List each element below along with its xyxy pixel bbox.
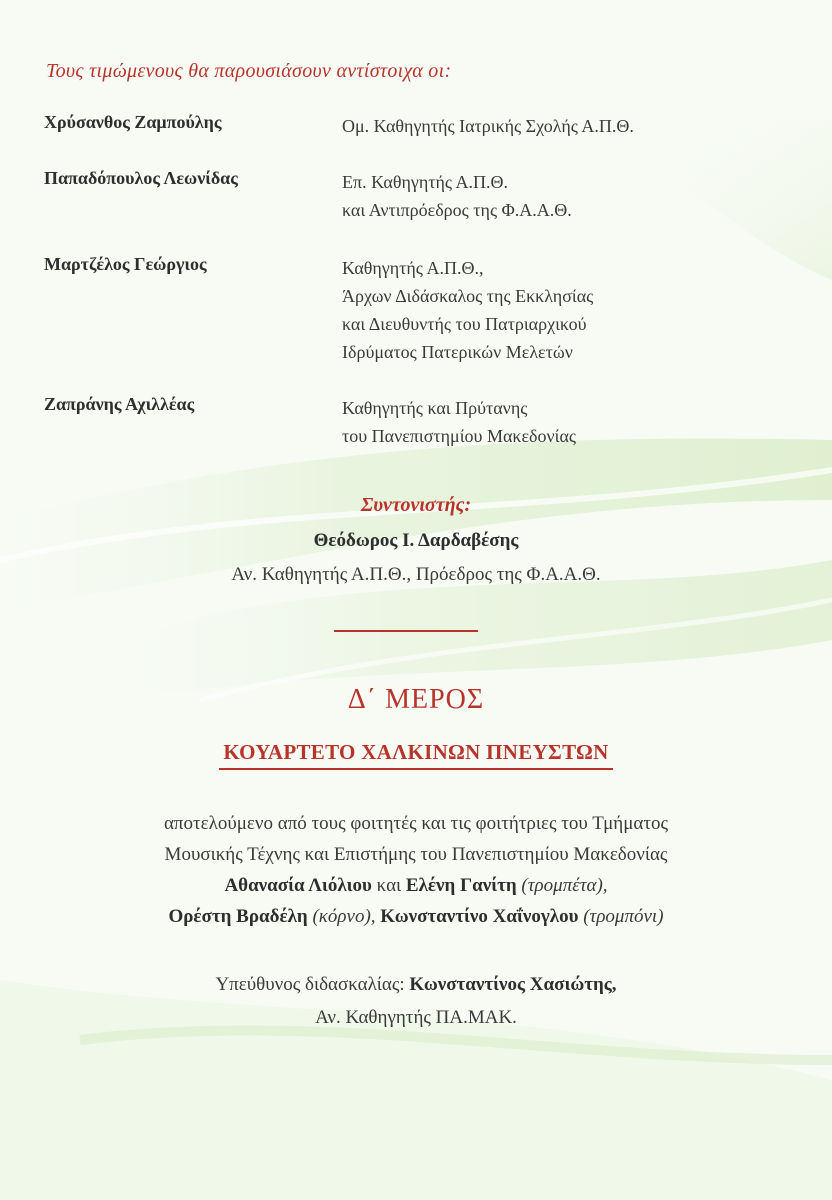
presenter-role-line: Επ. Καθηγητής Α.Π.Θ. bbox=[342, 172, 509, 192]
teacher-role: Αν. Καθηγητής ΠΑ.ΜΑΚ. bbox=[315, 1007, 517, 1028]
presenter-name: Χρύσανθος Ζαμπούλης bbox=[44, 112, 222, 132]
presenter-role bbox=[342, 394, 576, 450]
instrument-label: (τρομπέτα), bbox=[521, 875, 608, 896]
quartet-title: ΚΟΥΑΡΤΕΤΟ ΧΑΛΚΙΝΩΝ ΠΝΕΥΣΤΩΝ bbox=[219, 740, 612, 770]
intro-heading: Τους τιμώμενους θα παρουσιάσουν αντίστοιχα οι: bbox=[46, 60, 452, 82]
instrument-label: (κόρνο), bbox=[312, 906, 376, 927]
performer-name: Κωνσταντίνο Χαΐνογλου bbox=[380, 906, 579, 927]
description-line: αποτελούμενο από τους φοιτητές και τις φοιτήτριες του Τμήματος bbox=[163, 813, 669, 834]
performer-name: Ελένη Γανίτη bbox=[405, 875, 517, 896]
performers-line-2 bbox=[0, 901, 832, 932]
presenter-role bbox=[342, 112, 634, 140]
teacher-line bbox=[0, 968, 832, 1001]
presenter-role bbox=[342, 254, 593, 366]
description-line: Μουσικής Τέχνης και Επιστήμης του Πανεπιστημίου Μακεδονίας bbox=[164, 844, 668, 865]
presenter-role-line: Ιδρύματος Πατερικών Μελετών bbox=[342, 342, 573, 362]
part-title: Δ΄ ΜΕΡΟΣ bbox=[347, 684, 485, 715]
teacher-label: Υπεύθυνος διδασκαλίας: bbox=[215, 974, 405, 995]
performers-line-1 bbox=[0, 870, 832, 901]
coordinator-name bbox=[0, 530, 832, 552]
teacher-name: Κωνσταντίνος Χασιώτης, bbox=[409, 974, 617, 995]
presenter-role-line: Άρχων Διδάσκαλος της Εκκλησίας bbox=[342, 286, 594, 306]
instrument-label: (τρομπόνι) bbox=[583, 906, 664, 927]
presenter-role-line: και Διευθυντής του Πατριαρχικού bbox=[342, 314, 587, 334]
presenter-role-line: Ομ. Καθηγητής Ιατρικής Σχολής Α.Π.Θ. bbox=[342, 116, 634, 136]
teacher-credit bbox=[0, 968, 832, 1034]
presenter-role-line: Καθηγητής και Πρύτανης bbox=[342, 398, 528, 418]
ensemble-description bbox=[0, 808, 832, 932]
presenter-name: Παπαδόπουλος Λεωνίδας bbox=[44, 168, 238, 188]
presenter-role-line: και Αντιπρόεδρος της Φ.Α.Α.Θ. bbox=[342, 200, 572, 220]
coordinator-label-text: Συντονιστής: bbox=[360, 494, 472, 516]
presenter-name: Μαρτζέλος Γεώργιος bbox=[44, 254, 207, 274]
coordinator-role-text: Αν. Καθηγητής Α.Π.Θ., Πρόεδρος της Φ.Α.Α.Θ. bbox=[231, 564, 601, 585]
presenter-role-line: του Πανεπιστημίου Μακεδονίας bbox=[342, 426, 577, 446]
presenter-name: Ζαπράνης Αχιλλέας bbox=[44, 394, 195, 414]
quartet-heading bbox=[0, 740, 832, 770]
presenter-role-line: Καθηγητής Α.Π.Θ., bbox=[342, 258, 484, 278]
section-divider bbox=[334, 630, 478, 632]
presenter-role bbox=[342, 168, 572, 224]
coordinator-name-text: Θεόδωρος Ι. Δαρδαβέσης bbox=[313, 530, 519, 551]
coordinator-label bbox=[0, 494, 832, 517]
performer-name: Αθανασία Λιόλιου bbox=[224, 875, 372, 896]
performer-name: Ορέστη Βραδέλη bbox=[168, 906, 308, 927]
coordinator-role bbox=[0, 564, 832, 586]
conjunction: και bbox=[376, 875, 402, 896]
